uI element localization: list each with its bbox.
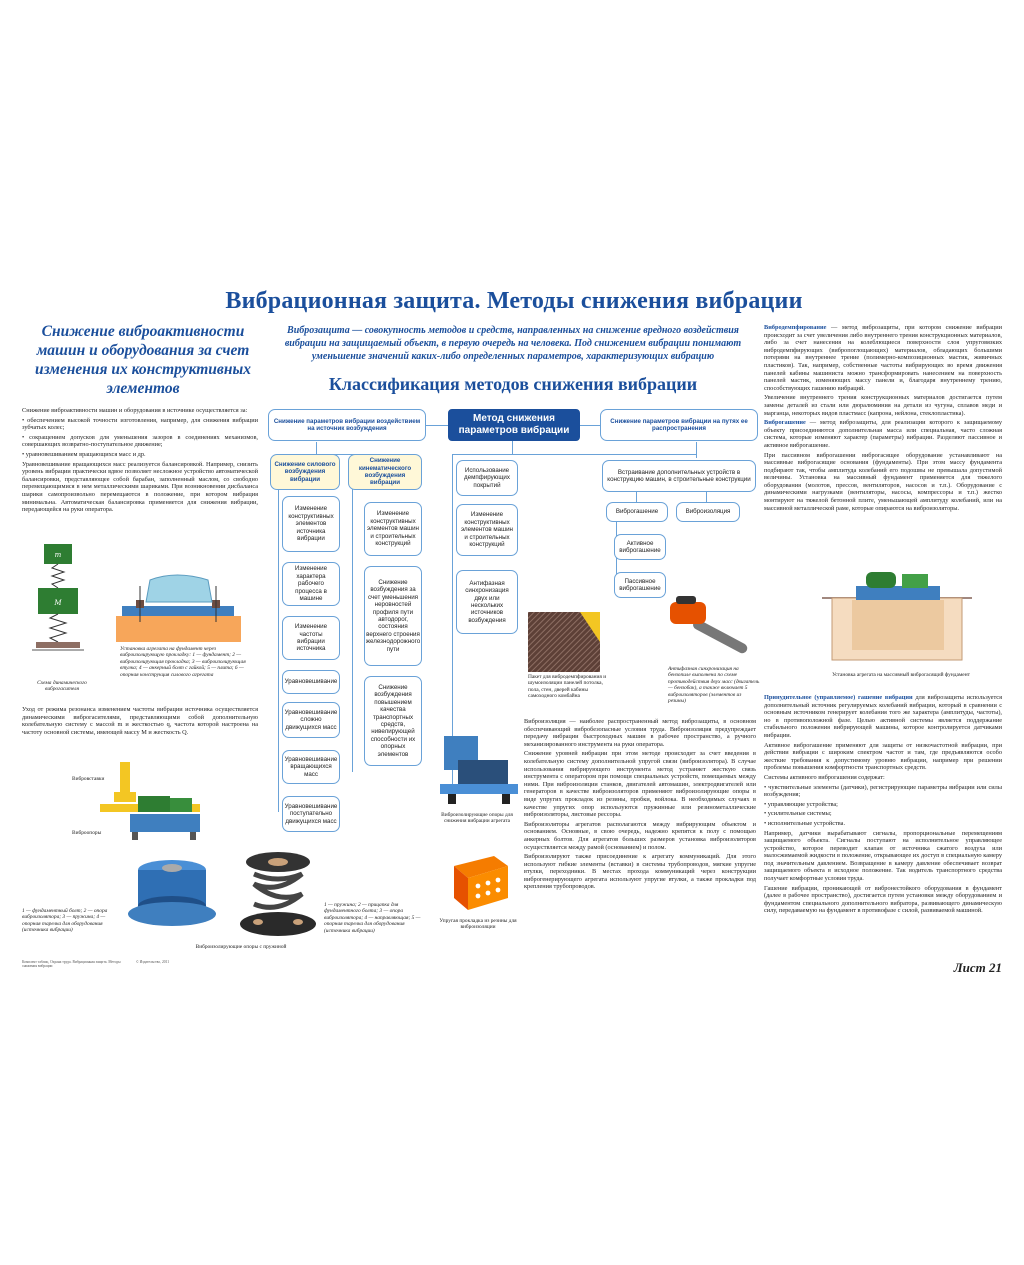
caption-rubber-pad: Упругая прокладка из резины для виброизоляции bbox=[439, 918, 517, 931]
connector bbox=[706, 492, 707, 502]
caption-chainsaw: Антифазная синхронизация на бензопиле выполнена по схеме противодействия двух масс (двигатель — бензобак), а также включает 5 виброизоляторов (элементов из резины) bbox=[668, 666, 760, 705]
svg-text:M: M bbox=[54, 599, 62, 607]
connector bbox=[512, 440, 513, 454]
isolation-p2: Снижение уровней вибрации при этом методе происходит за счет введения в колебательную систему дополнительной упругой связи (виброизолятора). В случае использования вибрирующего инструмента метод устраняет жесткую связь инструмента с оператором при помощи специальных устройств, помещаемых между ними. При виброизоляции станков, двигателей автомашин, электродвигателей или генераторов в качестве виброизоляторов применяют виброизолирующие опоры в виде упругих прокладок из резины, пробки, войлока. В необходимых случаях в качестве упругих опор используются пружинные или резинометаллические виброизоляторы, листовые рессоры. bbox=[524, 750, 756, 819]
box-passive-damping: Пассивное виброгашение bbox=[614, 572, 666, 598]
box-main-method: Метод снижения параметров вибрации bbox=[448, 409, 580, 441]
systems-item-3: • усилительные системы; bbox=[764, 810, 832, 818]
box-vibration-isolation: Виброизоляция bbox=[676, 502, 740, 522]
sheet-number: Лист 21 bbox=[953, 960, 1002, 975]
caption-spring-mount: 1 — пружина; 2 — прицапка для фундаментного болта; 3 — опора виброизолятора; 4 — направляющая; 5 — опорная тарелка для оборудования (источника вибрации) bbox=[324, 902, 421, 934]
left-p3: Уход от режима резонанса изменением частоты вибрации источника осуществляется динамическими виброгасителями, представляющими собой дополнительную колебательную систему с массой m и жесткостью q, частота которой настроена на частоту основной системы, имеющей массу M и жесткость Q. bbox=[22, 706, 258, 736]
damping-paragraph-2: Увеличение внутреннего трения конструкционных материалов достигается путем замены деталей из стали или дюралюминия на детали из чугуна, сплавов меди и марганца, некоторых видов пластмасс (капрона, нейлона, стеклопластика). bbox=[764, 394, 1002, 417]
caption-pump-mounts: Виброизолирующие опоры для снижения вибрации агрегата bbox=[441, 812, 513, 825]
caption-foundation-unit: Установка агрегата на фундамент через виброизолирующую прокладку: 1 — фундамент; 2 — виброизолирующая прокладка; 3 — виброизолирующая втулка; 4 — анкерный болт с гайкой; 5 — плита; 6 — опорная конструкция силового агрегата bbox=[120, 646, 246, 678]
massive-foundation-figure bbox=[822, 572, 972, 664]
connector bbox=[636, 492, 637, 502]
end-paragraph: Например, датчики вырабатывают сигналы, пропорциональные перемещениям защищаемого объекта. Сигналы поступают на исполнительное управляющее устройство, которое переводит клапан от источника сжатого воздуха или малосжимаемой жидкости в положение, открывающее их доступ в специальную камеру под значительным давлением. Возвращение в камеру давление обеспечивает возврат защищаемого объекта в исходное положение. Так водитель транспортного средства получает комфортные условия труда. bbox=[764, 829, 1002, 883]
connector bbox=[352, 482, 353, 772]
left-p2: Уравновешивание вращающихся масс реализуется балансировкой. Например, снизить уровень вибрации практически вдвое позволяет несложное устройство автоматической балансировки, представляющее собой барабан, заполненный маслом, со свободно перемещающимися в нем металлическими шариками. При возникновении дисбаланса шарики самопроизвольно перемещаются в положение, при котором вибрация минимальна. Автоматическая балансировка применяется для снижения вибрации, передающейся на руки оператора. bbox=[22, 460, 258, 514]
label-vibro-mounts: Виброопоры bbox=[72, 830, 102, 836]
connector bbox=[580, 425, 600, 426]
left-b1: • обеспечением высокой точности изготовления, например, для снижения вибрации зубчатых колес; bbox=[22, 416, 258, 432]
caption-absorber: Схема динамического виброгасителя bbox=[37, 680, 87, 693]
left-p1: Снижение виброактивности машин и оборудования в источнике осуществляется за: bbox=[22, 407, 248, 414]
mid-item-3: Антифазная синхронизация двух или нескольких источников возбуждения bbox=[456, 570, 518, 634]
force-item-7: Уравновешивание поступательно движущихся масс bbox=[282, 796, 340, 832]
damping-package-figure bbox=[528, 612, 600, 672]
force-item-2: Изменение характера рабочего процесса в машине bbox=[282, 562, 340, 606]
page-title: Вибрационная защита. Методы снижения вибрации bbox=[225, 288, 803, 314]
box-embed-devices: Встраивание дополнительных устройств в конструкцию машин, в строительные конструкции bbox=[602, 460, 756, 492]
kinem-item-1: Изменение конструктивных элементов машин и строительных конструкций bbox=[364, 502, 422, 556]
force-item-3: Изменение частоты вибрации источника bbox=[282, 616, 340, 660]
force-item-4: Уравновешивание bbox=[282, 670, 340, 694]
isolation-p1: Виброизоляция — наиболее распространенный метод виброзащиты, в основном обеспечивающий вибробезопасные условия труда. Виброизоляция предупреждает передачу вибрации быстроходных машин в рабочее пространство, а ручного механизированного инструмента на руки оператора. bbox=[524, 718, 756, 748]
systems-item-2: • управляющие устройства; bbox=[764, 800, 838, 808]
force-item-1: Изменение конструктивных элементов источника вибрации bbox=[282, 496, 340, 552]
systems-paragraph: Системы активного виброгашения содержат: bbox=[764, 773, 885, 781]
connector bbox=[316, 442, 317, 454]
left-b2: • сокращением допусков для уменьшения зазоров в соединениях механизмов, совершающих возвратно-поступательное движение; bbox=[22, 433, 258, 449]
left-text-block bbox=[22, 407, 258, 516]
box-path-reduction: Снижение параметров вибрации на путях ее распространения bbox=[600, 409, 758, 441]
active-paragraph: Принудительное (управляемое) гашение вибрации для виброзащиты используется дополнительный источник регулируемых колебаний вибрации, который в сравнении с основным источником генерирует колебания того же характера (амплитуды, частоты), но в противоположной фазе. Целью активной системы является поддержание стабильного положения вибрирующей машины, которое контролируется датчиками вибрации. bbox=[764, 694, 1002, 739]
isolation-text bbox=[524, 718, 756, 893]
isolation-p4: Виброизолируют также присоединение к агрегату коммуникаций. Для этого используют гибкие элементы (вставки) в системы трубопроводов, мягкие упругие втулки, переходники. В местах прохода коммуникаций через конструкции виброгенерирующего агрегата используют упругие втулки, а также прокладки под крепления трубопроводов. bbox=[524, 853, 756, 891]
left-heading: Снижение виброактивности машин и оборудования за счет изменения их конструктивных элементов bbox=[35, 323, 251, 397]
left-b3: • уравновешиванием вращающихся масс и др. bbox=[22, 450, 146, 458]
classification-title: Классификация методов снижения вибрации bbox=[328, 374, 698, 394]
gashing-paragraph: Виброгашение — метод виброзащиты, для реализации которого к защищаемому объекту присоединяются дополнительная масса или специальная, часто сложная система, которые изменяют характер (параметры) вибрации. Разделяют пассивное и активное виброгашение. bbox=[764, 419, 1002, 449]
mid-item-2: Изменение конструктивных элементов машин и строительных конструкций bbox=[456, 504, 518, 556]
right-text-bottom bbox=[764, 694, 1002, 917]
mid-item-1: Использование демпфирующих покрытий bbox=[456, 460, 518, 496]
end-paragraph-2: Гашение вибрации, проникающей от вибронестойкого оборудования в фундамент (далее в рабочее пространство), достигается путем установки между оборудованием и фундаментом специального дополнительного вибратора, развивающего динамическую силу, передаваемую на фундамент в противофазе с силой, развиваемой машиной. bbox=[764, 884, 1002, 915]
pump-mounts-figure bbox=[438, 730, 520, 810]
definition: Виброзащита — совокупность методов и средств, направленных на снижение вредного воздействия вибрации на защищаемый объект, в первую очередь на человека. Под снижением вибрации понимают уменьшение значений каких-либо определенных параметров, характеризующих вибрацию bbox=[284, 325, 742, 362]
spring-mount-figure bbox=[234, 848, 324, 943]
damping-paragraph: Вибродемпфирование — метод виброзащиты, при котором снижение вибрации происходит за счет увеличения либо внутреннего трения конструкционных материалов, либо за счет нанесения на колеблющиеся поверхности слоя упруговязких вибродемпфирующих (вибропоглощающих) материалов, обладающих большими потерями на внутреннее трение (полимерно-композиционных мастик, живичных пластиков). Так, например, собственные частоты вибрирующих во время движения панелей кабины машиниста можно трансформировать нанесением на поверхность панелей мастик, изменяющих массу панели и, благодаря внутреннему трению, способствующих гашению вибраций. bbox=[764, 324, 1002, 392]
connector bbox=[696, 442, 697, 458]
chainsaw-figure bbox=[666, 594, 758, 664]
kinem-item-2: Снижение возбуждения за счет уменьшения неровностей профиля пути автодорог, состояния верхнего строения железнодорожного пути bbox=[364, 566, 422, 666]
connector bbox=[452, 454, 696, 455]
box-source-reduction: Снижение параметров вибрации воздействием на источник возбуждения bbox=[268, 409, 426, 441]
connector bbox=[278, 482, 279, 812]
caption-bolt-mount: 1 — фундаментный болт; 2 — опора виброизолятора; 3 — пружина; 4 — опорная тарелка для оборудования (источника вибрации) bbox=[22, 908, 108, 934]
box-kinematic-excitation: Снижение кинематического возбуждения вибрации bbox=[348, 454, 422, 490]
caption-massive-foundation: Установка агрегата на массивный виброгасящий фундамент bbox=[832, 672, 970, 678]
box-vibration-damping: Виброгашение bbox=[606, 502, 668, 522]
box-force-excitation: Снижение силового возбуждения вибрации bbox=[270, 454, 340, 490]
rubber-pad-figure bbox=[444, 854, 510, 912]
caption-damping-package: Пакет для вибродемпфирования и шумоизоляции панелей потолка, пола, стен, дверей кабины самоходного комбайна bbox=[528, 674, 607, 700]
footer-copyright: © Издательство, 2011 bbox=[136, 960, 169, 964]
kinem-item-3: Снижение возбуждения повышением качества транспортных средств, нивелирующей способности их опорных элементов bbox=[364, 676, 422, 766]
isolation-p3: Виброизоляторы агрегатов располагаются между вибрирующим объектом и основанием. Основные, в свою очередь, надежно крепятся к полу с помощью анкерных болтов. Для агрегатов больших размеров установка виброизоляторов осуществляется между рамой (основанием) и полом. bbox=[524, 820, 756, 851]
label-vibro-inserts: Вибровставки bbox=[72, 776, 105, 782]
svg-text:m: m bbox=[54, 551, 62, 559]
force-item-5: Уравновешивание сложно движущихся масс bbox=[282, 702, 340, 738]
active-paragraph-2: Активное виброгашение применяют для защиты от низкочастотной вибрации, при действии вибрации с широким спектром частот и там, где предъявляются особо жесткие требования к допустимому уровню вибрации, например при решении проблемы повышения комфортности транспортных средств. bbox=[764, 741, 1002, 772]
box-active-damping: Активное виброгашение bbox=[614, 534, 666, 560]
right-text-top bbox=[764, 324, 1002, 514]
systems-item-1: • чувствительные элементы (датчики), регистрирующие параметры вибрации или силы возбуждения; bbox=[764, 783, 1002, 799]
foundation-unit-figure bbox=[116, 572, 241, 642]
bolt-mount-figure bbox=[124, 852, 219, 937]
connector bbox=[426, 425, 448, 426]
systems-item-4: • исполнительные устройства. bbox=[764, 819, 846, 827]
footer-credits: Комплект таблиц. Охрана труда. Вибрационная защита. Методы снижения вибрации bbox=[22, 960, 121, 969]
poster bbox=[16, 282, 1012, 982]
absorber-scheme-figure bbox=[26, 540, 86, 670]
passive-paragraph: При пассивном виброгашении виброгасящее оборудование устанавливают на массивные виброгасящие основания (фундаменты). При этом массу фундамента подбирают так, чтобы амплитуда колебаний его подошвы не превышала допустимой величины. Установка на массивный фундамент применяется для тяжелого оборудования (молотов, прессов, вентиляторов, насосов и т.п.). Оборудование с динамическими нагрузками (вентиляторы, насосы, компрессоры и т.п.) жестко монтируют на тяжелой бетонной плите, уменьшающей амплитуду колебаний, или на массивной металлической раме, которые опираются на виброизоляторы. bbox=[764, 451, 1002, 512]
caption-mounts: Виброизолирующие опоры с пружиной bbox=[195, 944, 287, 950]
force-item-6: Уравновешивание вращающихся масс bbox=[282, 750, 340, 784]
